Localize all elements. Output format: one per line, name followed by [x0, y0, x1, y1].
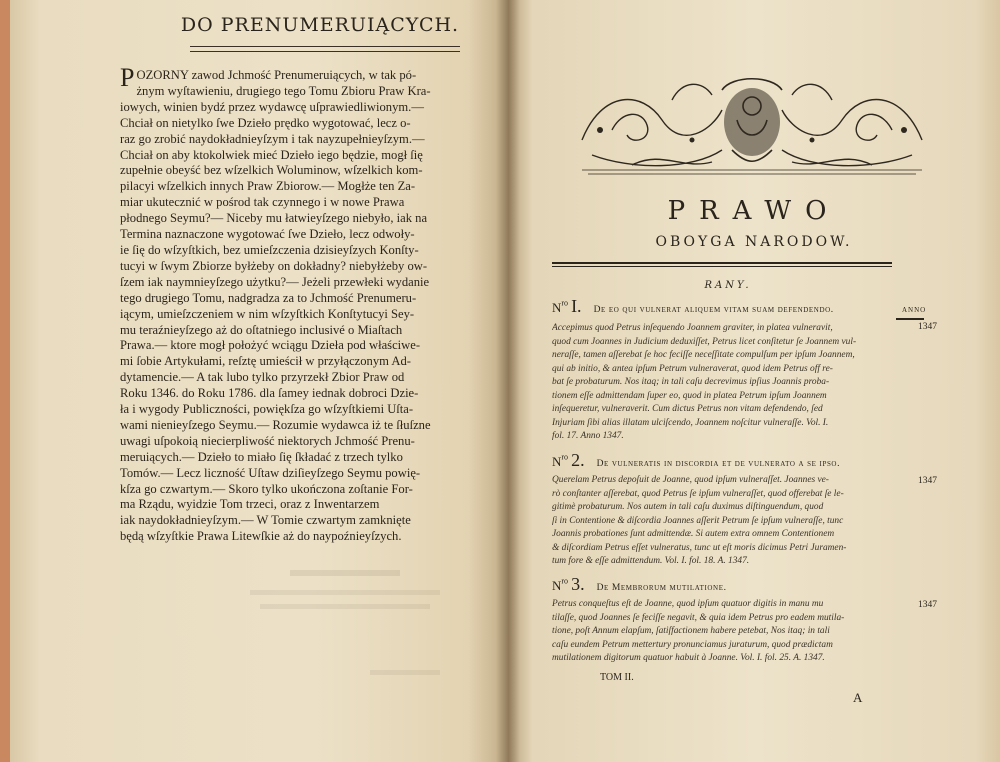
entry-line: qui ab initio, & antea ipſum Petrum vulneraverat, quod idem Petrus off re- — [552, 363, 833, 374]
text-line: iącym, umieſzczeniem w nim wſzyſtkich Konſtytucyi Sey- — [120, 306, 415, 321]
text-line: wami nienieyſzego Seymu.— Rozumie wydawca iż te ſłuſzne — [120, 417, 431, 432]
text-line: ie ſię do wſzyſtkich, bez umieſzczenia dzisieyſzych Konſty- — [120, 242, 419, 257]
left-page-title: DO PRENUMERUIĄCYCH. — [180, 14, 460, 36]
entry-no-label: N — [552, 454, 562, 469]
right-page — [508, 0, 1000, 762]
entry-line: bat ſe probaturum. Nos itaq; in tali caſu decrevimus ipſius Joannis proba- — [552, 377, 830, 387]
text-line: płodnego Seymu?— Niceby mu łatwieyſzego niebyło, iak na — [120, 211, 428, 226]
right-page-subtitle: OBOYGA NARODOW. — [655, 234, 853, 250]
title-rule — [190, 46, 460, 52]
anno-rule — [896, 318, 924, 320]
heading-rule-thick — [552, 262, 892, 264]
entry-rubric: De Membrorum mutilatione. — [596, 583, 727, 593]
text-line: Tomów.— Lecz liczność Uſtaw dziſieyſzego Seymu powię- — [120, 465, 421, 480]
text-line: kſza go czwartym.— Skoro tylko ukończona zoſtanie For- — [120, 481, 413, 496]
entry-line: fol. 17. Anno 1347. — [552, 431, 624, 441]
entry-no-sup: ro — [561, 452, 569, 462]
entry-line: tionem eſſe admittendam ſuper eo, quod in platea Petrum ipſum Joannem — [552, 390, 827, 401]
text-line: raz go zrobić naydokładnieyſzym i tak nayzupełnieyſzym.— — [120, 131, 425, 146]
entry-line: tilaſſe, quod Joannes ſe feciſſe negavit, & quia idem Petrus pro eadem mutila- — [552, 612, 845, 623]
entry-line: Accepimus quod Petrus inſequendo Joannem graviter, in platea vulneravit, — [552, 323, 833, 333]
right-page-title: PRAWO — [667, 196, 841, 226]
text-line: zupełnie obeyść bez wſzelkich Woluminow, wſzelkich kom- — [120, 163, 423, 178]
show-through-marks — [220, 560, 470, 710]
text-line: meruiących.— Dzieło to miało ſię ſkładać z trzech tylko — [120, 449, 403, 464]
left-page-lines — [120, 63, 500, 545]
section-heading: RANY. — [704, 280, 752, 291]
signature-mark: TOM II. — [600, 672, 634, 683]
left-page-body — [120, 63, 500, 545]
entry-text-1 — [552, 322, 914, 444]
text-line: ma Rządu, wyidzie Tom trzeci, oraz z Inwentarzem — [120, 497, 380, 512]
entry-number: 2. — [571, 450, 585, 470]
entry-text-3 — [552, 598, 914, 666]
text-line: iowych, winien bydź przez wydawcę uſprawiedliwionym.— — [120, 99, 424, 114]
entry-year-2: 1347 — [918, 476, 937, 486]
text-line: Termina naznaczone wygotować ſwe Dzieło, lecz odwoły- — [120, 227, 415, 242]
heading-rule-thin — [552, 266, 892, 267]
text-line: Chciał on aby ktokolwiek mieć Dzieło iego będzie, mogł ſię — [120, 147, 423, 162]
entry-line: Injuriam ſibi alias illatam ulciſcendo, Joannem noſcitur vulneraſſe. Vol. I. — [552, 417, 829, 428]
anno-label: ANNO — [902, 306, 927, 314]
entry-line: neraſſe, tamen aſſerebat ſe hoc feciſſe neceſſitate compulſum per ipſum Joannem, — [552, 350, 855, 360]
entry-no-label: N — [552, 300, 562, 315]
entry-no-label: N — [552, 578, 562, 593]
show-through-text — [220, 560, 470, 710]
text-line: mu teraźnieyſzego aż do oſtatniego inclusivé o Miaſtach — [120, 322, 403, 337]
text-line: miar ukutecznić w pośrod tak czynnego i w nowe Prawa — [120, 195, 405, 210]
entry-heading-3 — [552, 574, 727, 595]
entry-line: caſu eundem Petrum mettertury pronunciamus juraturum, quod prædictam — [552, 639, 833, 650]
entry-year-3: 1347 — [918, 600, 937, 610]
book-gutter — [496, 0, 520, 762]
entry-line: gitimè probaturum. Nos autem in tali caſu duximus diſtinguendum, quod — [552, 502, 824, 512]
entry-line: Joannis probationes ſunt admittendæ. Si autem extra omnem Contentionem — [552, 529, 835, 539]
text-line: ła i wygody Publiczności, powiękſza go wſzyſtkiemi Uſta- — [120, 402, 414, 417]
text-line: ſzem iak naymnieyſzego użytku?— Jeżeli przewłeki wydanie — [120, 274, 430, 289]
entry-line: mutilationem digitorum quatuor habuit à Joanne. Vol. I. fol. 25. A. 1347. — [552, 653, 825, 663]
catchword: A — [853, 690, 863, 705]
entry-line: Petrus conqueſtus eſt de Joanne, quod ipſum quatuor digitis in manu mu — [552, 599, 824, 609]
entry-no-sup: ro — [561, 576, 569, 586]
entry-number: 3. — [571, 574, 585, 594]
text-line: OZORNY zawod Jchmość Prenumeruiących, w tak pó- — [136, 68, 417, 82]
entry-rubric: De vulneratis in discordia et de vulnerato a se ipso. — [596, 459, 841, 469]
entry-line: & diſcordiam Petrus eſſet vulneratus, tunc ut eſt moris dicimus Petri Juramen- — [552, 542, 847, 553]
entry-heading-2 — [552, 450, 840, 471]
entry-no-sup: ro — [561, 298, 569, 308]
text-line: Chciał on nietylko ſwe Dzieło prędko wygotować, lecz o- — [120, 115, 411, 130]
dropcap: P — [120, 63, 135, 92]
text-line: uwagi uſpokoią niecierpliwość niektorych Jchmość Prenu- — [120, 433, 415, 448]
text-line: będą wſzyſtkie Prawa Litewſkie aż do naypoźnieyſzych. — [120, 529, 402, 544]
entry-heading-1 — [552, 296, 834, 317]
text-line: Roku 1346. do Roku 1786. dla ſamey iednak dobroci Dzie- — [120, 386, 419, 401]
entry-line: rò conſtanter aſſerebat, quod Petrus ſe ipſum vulneraſſet, quod offerebat ſe le- — [552, 488, 844, 499]
entry-rubric: De eo qui vulnerat aliquem vitam suam defendendo. — [593, 305, 834, 315]
text-line: pilacyi wſzelkich innych Praw Zbiorow.— Mogłże ten Za- — [120, 179, 416, 194]
entry-line: Querelam Petrus depoſuit de Joanne, quod ipſum vulneraſſet. Joannes ve- — [552, 475, 829, 485]
text-line: mi ſobie Artykułami, reſztę umieścił w przyłączonym Ad- — [120, 354, 411, 369]
entry-line: ſi in Contentione & diſcordia Joannes aſſerit Petrum ſe ipſum vulneraſſe, tunc — [552, 515, 844, 526]
entry-text-2 — [552, 474, 914, 569]
entry-number: I. — [571, 296, 582, 316]
text-line: iak naydokładnieyſzym.— W Tomie czwartym zamknięte — [120, 513, 411, 528]
text-line: tucyi w ſwym Zbiorze byłżeby on dokładny? niebyłżeby ow- — [120, 258, 428, 273]
entry-line: tum fore & eſſe admittendum. Vol. I. fol. 18. A. 1347. — [552, 556, 750, 566]
text-line: tego drugiego Tomu, nadgradza za to Jchmość Prenumeru- — [120, 290, 417, 305]
entry-year-1: 1347 — [918, 322, 937, 332]
text-line: Prawa.— ktore mogł położyć wciągu Dzieła pod właściwe- — [120, 338, 421, 353]
text-line: żnym wyſtawieniu, drugiego tego Tomu Zbioru Praw Kra- — [136, 83, 431, 98]
rococo-headpiece-ornament — [572, 70, 932, 180]
text-line: dytamencie.— A tak lubo tylko przyrzekł Zbior Praw od — [120, 370, 405, 385]
entry-line: quod cum Joannes in Judicium deduxiſſet, Petrus licet conſitetur ſe Joannem vul- — [552, 336, 857, 347]
entry-line: tione, poſt Annum elapſum, ſatiſfactionem habere petebat, Nos itaq; in tali — [552, 626, 830, 636]
entry-line: inſequeretur, vulneraverit. Cum dictus Petrus non vitam defendendo, ſed — [552, 404, 823, 414]
